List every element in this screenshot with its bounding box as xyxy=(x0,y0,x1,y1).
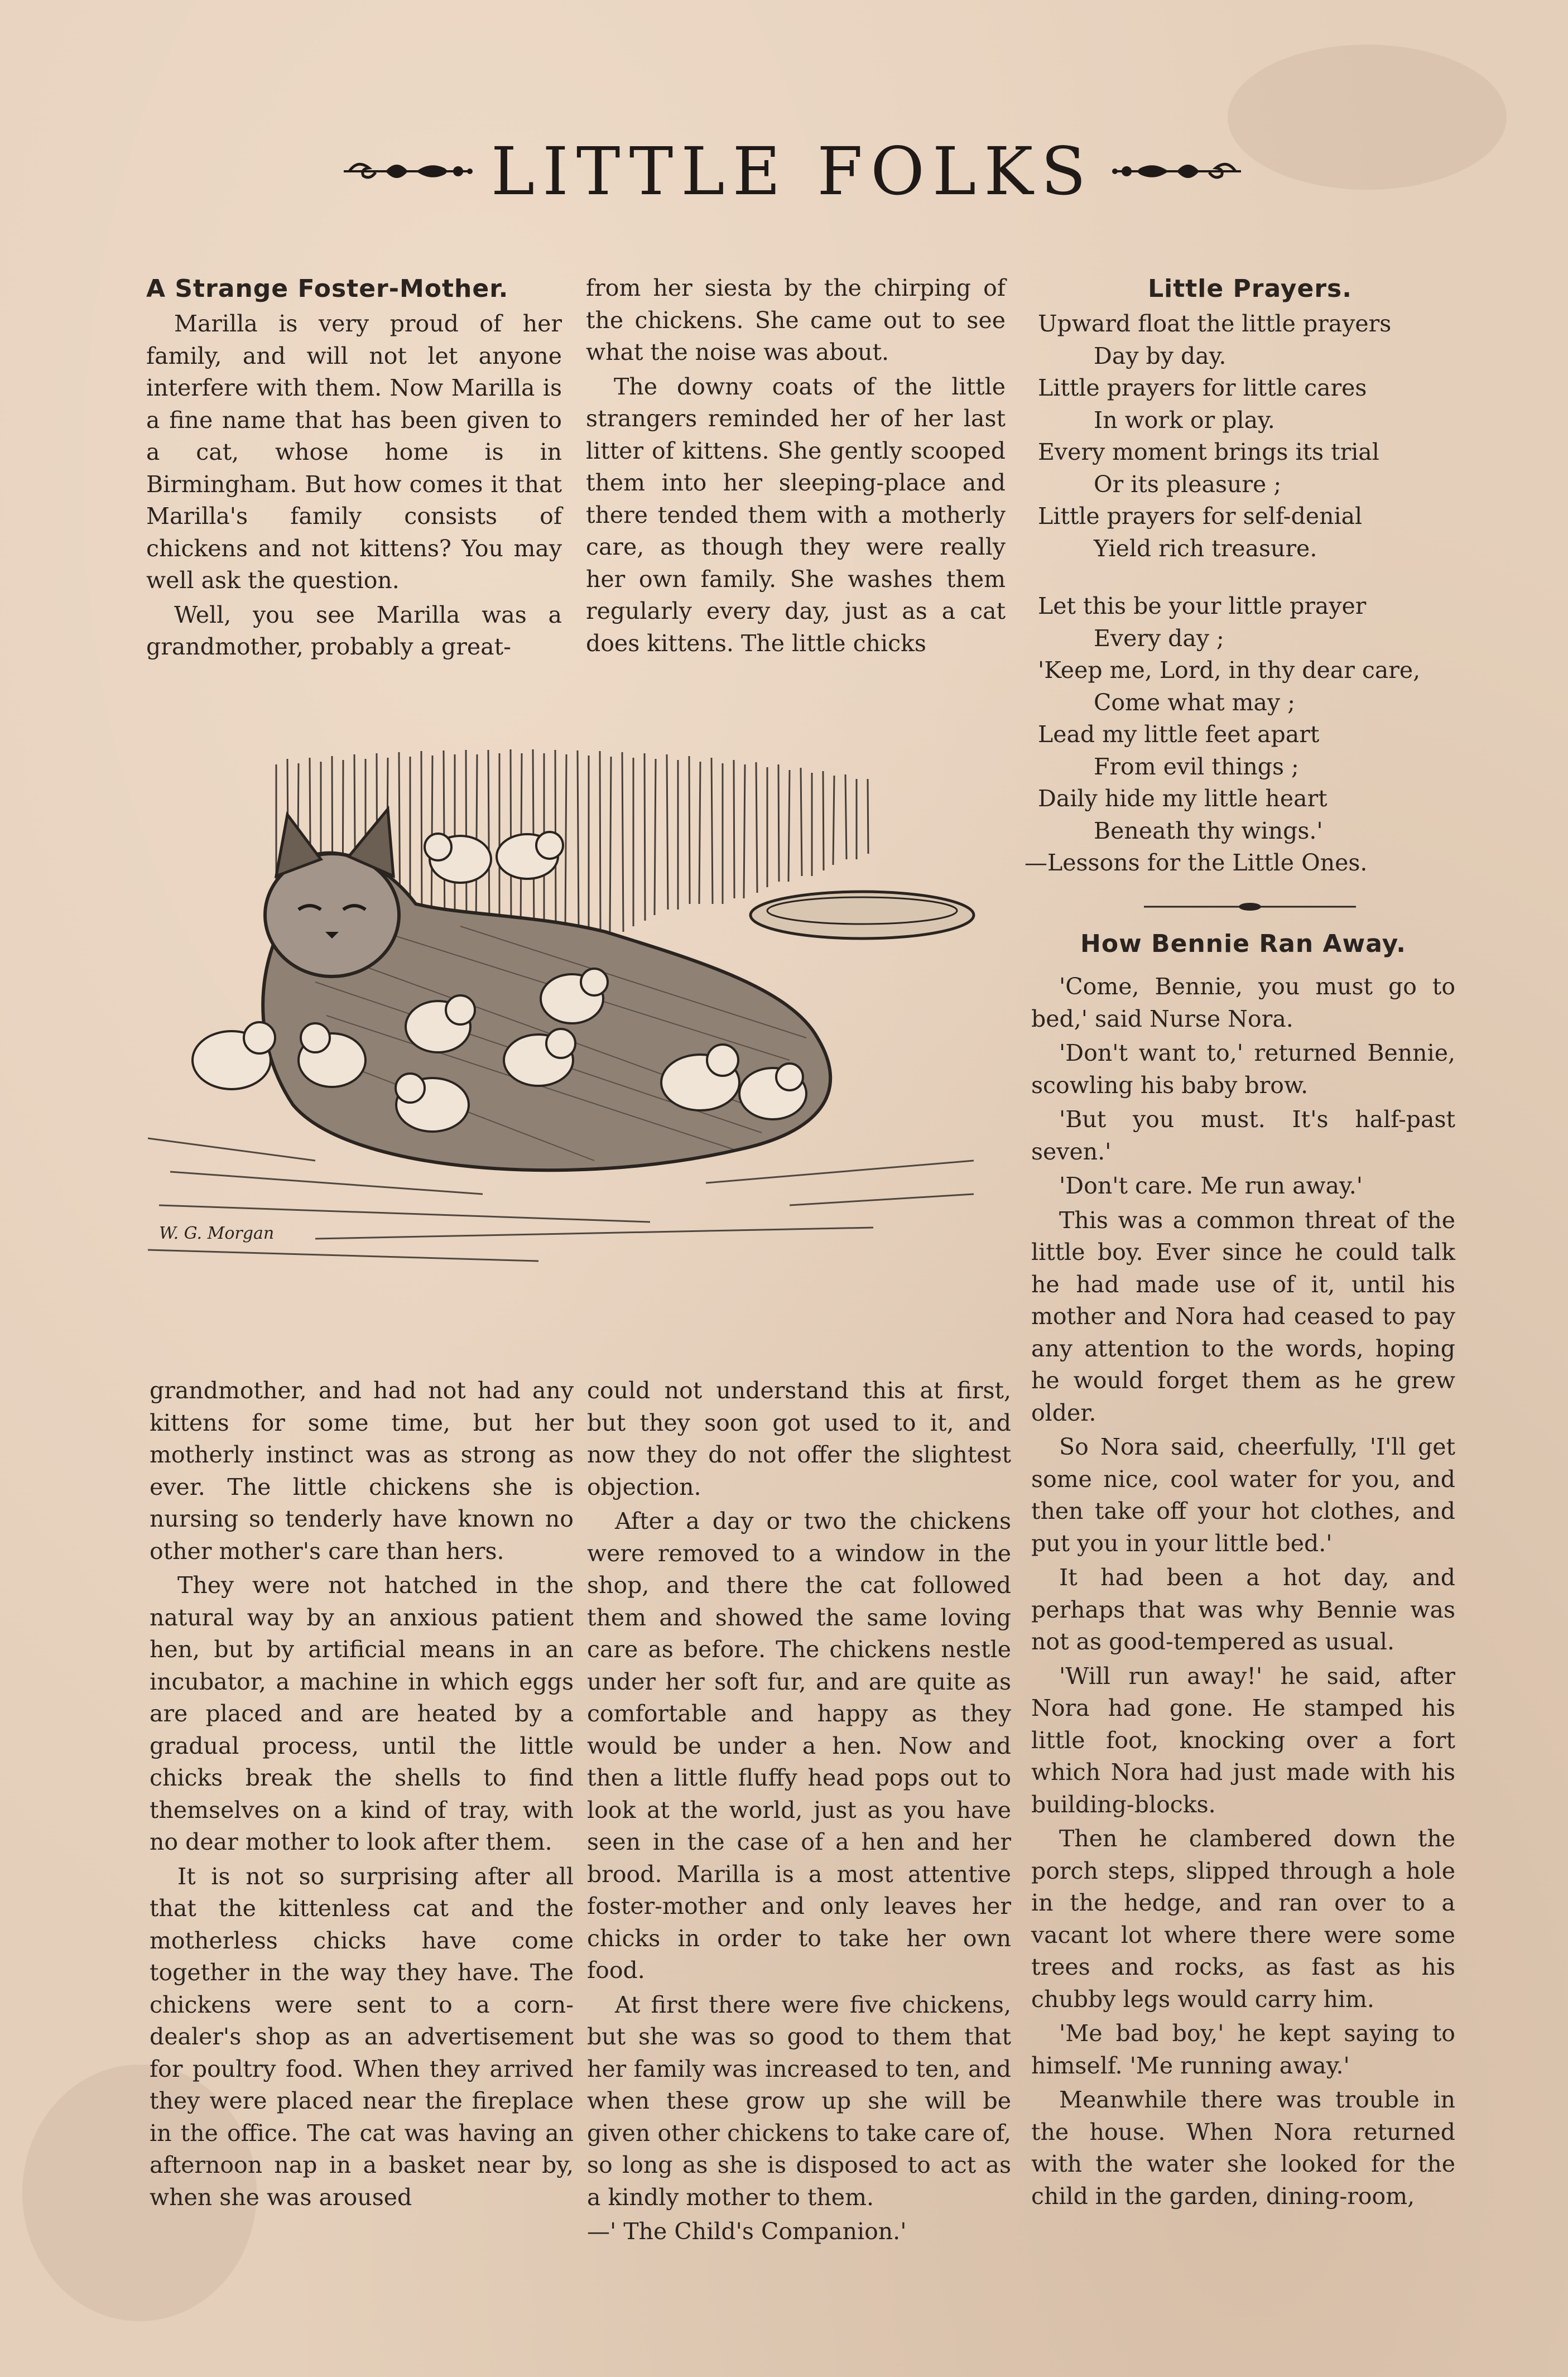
article-heading-bennie: How Bennie Ran Away. xyxy=(1080,930,1406,958)
paragraph: could not understand this at first, but they soon got used to it, and now they do not offer the slightest objection. xyxy=(587,1377,1011,1500)
foster-mother-column-4 xyxy=(587,1375,1011,2248)
paragraph: Then he clambered down the porch steps, slipped through a hole in the hedge, and ran over to a vacant lot where there were some trees and rocks, as fast as his chubby legs would carry him. xyxy=(1031,1825,1455,2013)
paragraph: 'Don't care. Me run away.' xyxy=(1059,1172,1363,1199)
bennie-article xyxy=(1031,927,1455,2212)
poem-line: Beneath thy wings.' xyxy=(1094,817,1323,844)
poem-line: Or its pleasure ; xyxy=(1094,470,1282,498)
paragraph: This was a common threat of the little boy. Ever since he could talk he had made use of it, until his mother and Nora had ceased to pay any attention to the words, hoping he would forget them as he grew older. xyxy=(1031,1206,1455,1426)
poem-attribution: —Lessons for the Little Ones. xyxy=(1025,849,1368,876)
poem-line: From evil things ; xyxy=(1094,753,1299,780)
attribution: —' The Child's Companion.' xyxy=(587,2218,907,2245)
poem-line: Come what may ; xyxy=(1094,689,1296,716)
page-title: LITTLE FOLKS xyxy=(490,133,1094,210)
stanza-gap xyxy=(1038,565,1462,590)
paragraph: 'Will run away!' he said, after Nora had gone. He stamped his little foot, knocking over a fort which Nora had just made with his building-blocks. xyxy=(1031,1662,1455,1818)
foster-mother-column-2 xyxy=(586,272,1006,660)
paragraph: They were not hatched in the natural way by an anxious patient hen, but by artificial means in an incubator, a machine in which eggs are placed and are heated by a gradual process, until the little chicks break the shells to find themselves on a kind of tray, with no dear mother to look after them. xyxy=(150,1572,574,1855)
poem-line: Daily hide my little heart xyxy=(1038,785,1327,812)
poem-heading-wrap xyxy=(1038,272,1462,306)
paragraph: It is not so surprising after all that the kittenless cat and the motherless chicks have come together in the way they have. The chickens were sent to a corn-dealer's shop as an advertisement for poultry food. When they arrived they were placed near the fireplace in the office. The cat was having an afternoon nap in a basket near by, when she was aroused xyxy=(150,1863,574,2211)
paragraph: Well, you see Marilla was a grandmother, probably a great- xyxy=(146,601,562,660)
article-heading-foster-mother: A Strange Foster-Mother. xyxy=(146,275,509,303)
cat-and-chicks-illustration xyxy=(148,748,979,1272)
paragraph: 'But you must. It's half-past seven.' xyxy=(1031,1106,1455,1165)
section-divider xyxy=(1144,898,1356,915)
poem-line: Day by day. xyxy=(1094,342,1226,369)
poem-line: Yield rich treasure. xyxy=(1094,535,1317,562)
left-scroll-ornament-icon xyxy=(338,152,478,191)
paragraph: Meanwhile there was trouble in the house. When Nora returned with the water she looked for the child in the garden, dining-room, xyxy=(1031,2086,1455,2210)
poem-line: In work or play. xyxy=(1094,406,1275,434)
poem-line: Every day ; xyxy=(1094,624,1224,652)
paragraph: So Nora said, cheerfully, 'I'll get some nice, cool water for you, and then take off your hot clothes, and put you in your little bed.' xyxy=(1031,1433,1455,1557)
paragraph: Marilla is very proud of her family, and will not let anyone interfere with them. Now Marilla is a fine name that has been given to a cat, whose home is in Birmingham. But how comes it that Marilla's family consists of chickens and not kittens? You may well ask the question. xyxy=(146,310,562,594)
poem-line: Let this be your little prayer xyxy=(1038,593,1367,619)
paragraph: from her siesta by the chirping of the chickens. She came out to see what the noise was about. xyxy=(586,275,1006,365)
paragraph: 'Come, Bennie, you must go to bed,' said Nurse Nora. xyxy=(1031,973,1455,1032)
paragraph: The downy coats of the little strangers reminded her of her last litter of kittens. She gently scooped them into her sleeping-place and there tended them with a motherly care, as though they were really her own family. She washes them regularly every day, just as a cat does kittens. The little chicks xyxy=(586,373,1006,657)
foster-mother-column-3 xyxy=(150,1375,574,2214)
water-bowl xyxy=(751,892,974,939)
paragraph: After a day or two the chickens were removed to a window in the shop, and there the cat followed them and showed the same loving care as before. The chickens nestle under her soft fur, and are quite as comfortable and happy as they would be under a hen. Now and then a little fluffy head pops out to look at the world, just as you have seen in the case of a hen and her brood. Marilla is a most attentive foster-mother and only leaves her chicks in order to take her own food. xyxy=(587,1508,1011,1984)
paragraph: 'Don't want to,' returned Bennie, scowling his baby brow. xyxy=(1031,1040,1455,1099)
paragraph: At first there were five chickens, but she was so good to them that her family was increased to ten, and when these grow up she will be given other chickens to take care of, so long as she is disposed to act as a kindly mother to them. xyxy=(587,1991,1011,2211)
little-prayers-poem xyxy=(1025,272,1462,879)
heading-spacer xyxy=(1031,963,1455,971)
paragraph: grandmother, and had not had any kittens for some time, but her motherly instinct was as strong as ever. The little chickens she is nursing so tenderly have known no other mother's care than hers. xyxy=(150,1377,574,1565)
paragraph: It had been a hot day, and perhaps that was why Bennie was not as good-tempered as usual. xyxy=(1031,1564,1455,1655)
paragraph: 'Me bad boy,' he kept saying to himself. 'Me running away.' xyxy=(1031,2020,1455,2079)
right-scroll-ornament-icon xyxy=(1107,152,1247,191)
poem-line: Little prayers for little cares xyxy=(1038,374,1367,401)
poem-line: Lead my little feet apart xyxy=(1038,721,1320,748)
poem-line: Every moment brings its trial xyxy=(1038,439,1379,465)
foster-mother-column-1 xyxy=(146,272,562,663)
poem-line: Upward float the little prayers xyxy=(1038,310,1392,337)
poem-line: 'Keep me, Lord, in thy dear care, xyxy=(1038,657,1421,684)
poem-line: Little prayers for self-denial xyxy=(1038,503,1363,530)
illustration-signature: W. G. Morgan xyxy=(159,1224,275,1243)
masthead xyxy=(312,129,1272,213)
poem-heading: Little Prayers. xyxy=(1148,275,1352,303)
